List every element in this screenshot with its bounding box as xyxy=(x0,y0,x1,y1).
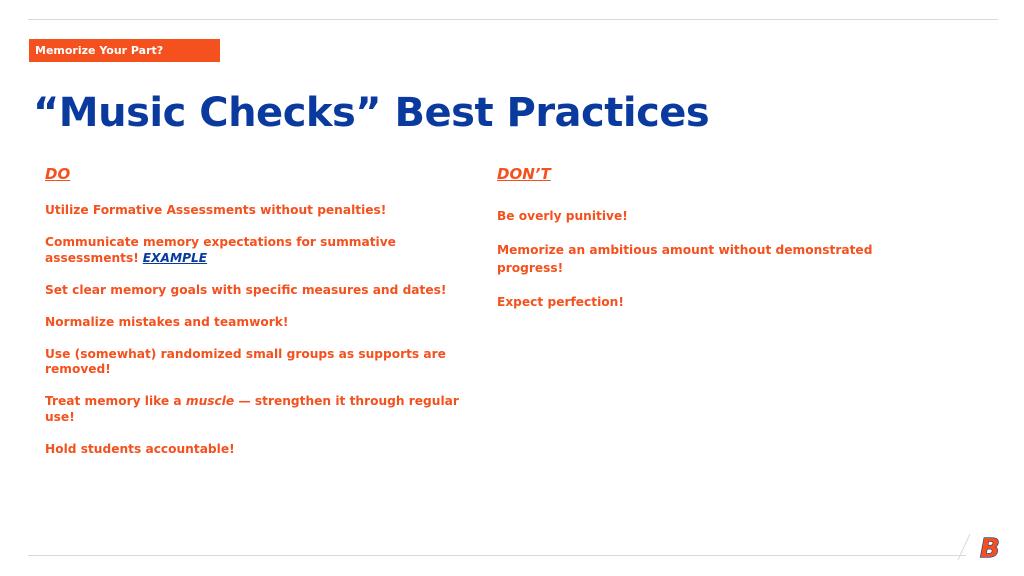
list-item xyxy=(45,235,465,266)
item-text: — strengthen it through regular use! xyxy=(45,394,459,424)
list-item xyxy=(497,293,897,311)
dont-column xyxy=(497,165,897,327)
list-item xyxy=(45,283,465,299)
item-text: Use (somewhat) randomized small groups as supports are removed! xyxy=(45,346,446,376)
item-text: Utilize Formative Assessments without penalties! xyxy=(45,203,387,217)
item-text: Be overly punitive! xyxy=(497,209,628,223)
item-text: Set clear memory goals with specific measures and dates! xyxy=(45,282,447,297)
item-text: Communicate memory expectations for summative assessments! xyxy=(45,235,396,265)
slide-title: “Music Checks” Best Practices xyxy=(33,90,710,136)
do-list xyxy=(45,203,465,457)
list-item xyxy=(45,347,465,378)
example-link[interactable]: EXAMPLE xyxy=(142,250,208,265)
do-column xyxy=(45,165,465,474)
logo-letter: B xyxy=(980,534,1000,562)
do-heading: DO xyxy=(45,165,71,183)
dont-list xyxy=(497,207,897,311)
item-text: Hold students accountable! xyxy=(45,441,235,456)
top-divider xyxy=(28,19,998,20)
item-emphasis: muscle xyxy=(185,394,235,408)
dont-heading: DON’T xyxy=(497,165,551,183)
list-item xyxy=(497,207,897,225)
list-item xyxy=(45,203,465,219)
b-logo-icon xyxy=(956,530,1008,562)
item-text: Expect perfection! xyxy=(497,295,624,309)
bottom-divider xyxy=(28,555,966,556)
list-item xyxy=(45,394,465,425)
item-text: Normalize mistakes and teamwork! xyxy=(45,314,289,329)
item-text: Treat memory like a xyxy=(45,394,186,408)
list-item xyxy=(45,315,465,331)
list-item xyxy=(497,241,897,277)
section-tag: Memorize Your Part? xyxy=(29,39,220,62)
item-text: Memorize an ambitious amount without demonstrated progress! xyxy=(497,243,873,275)
list-item xyxy=(45,442,465,458)
